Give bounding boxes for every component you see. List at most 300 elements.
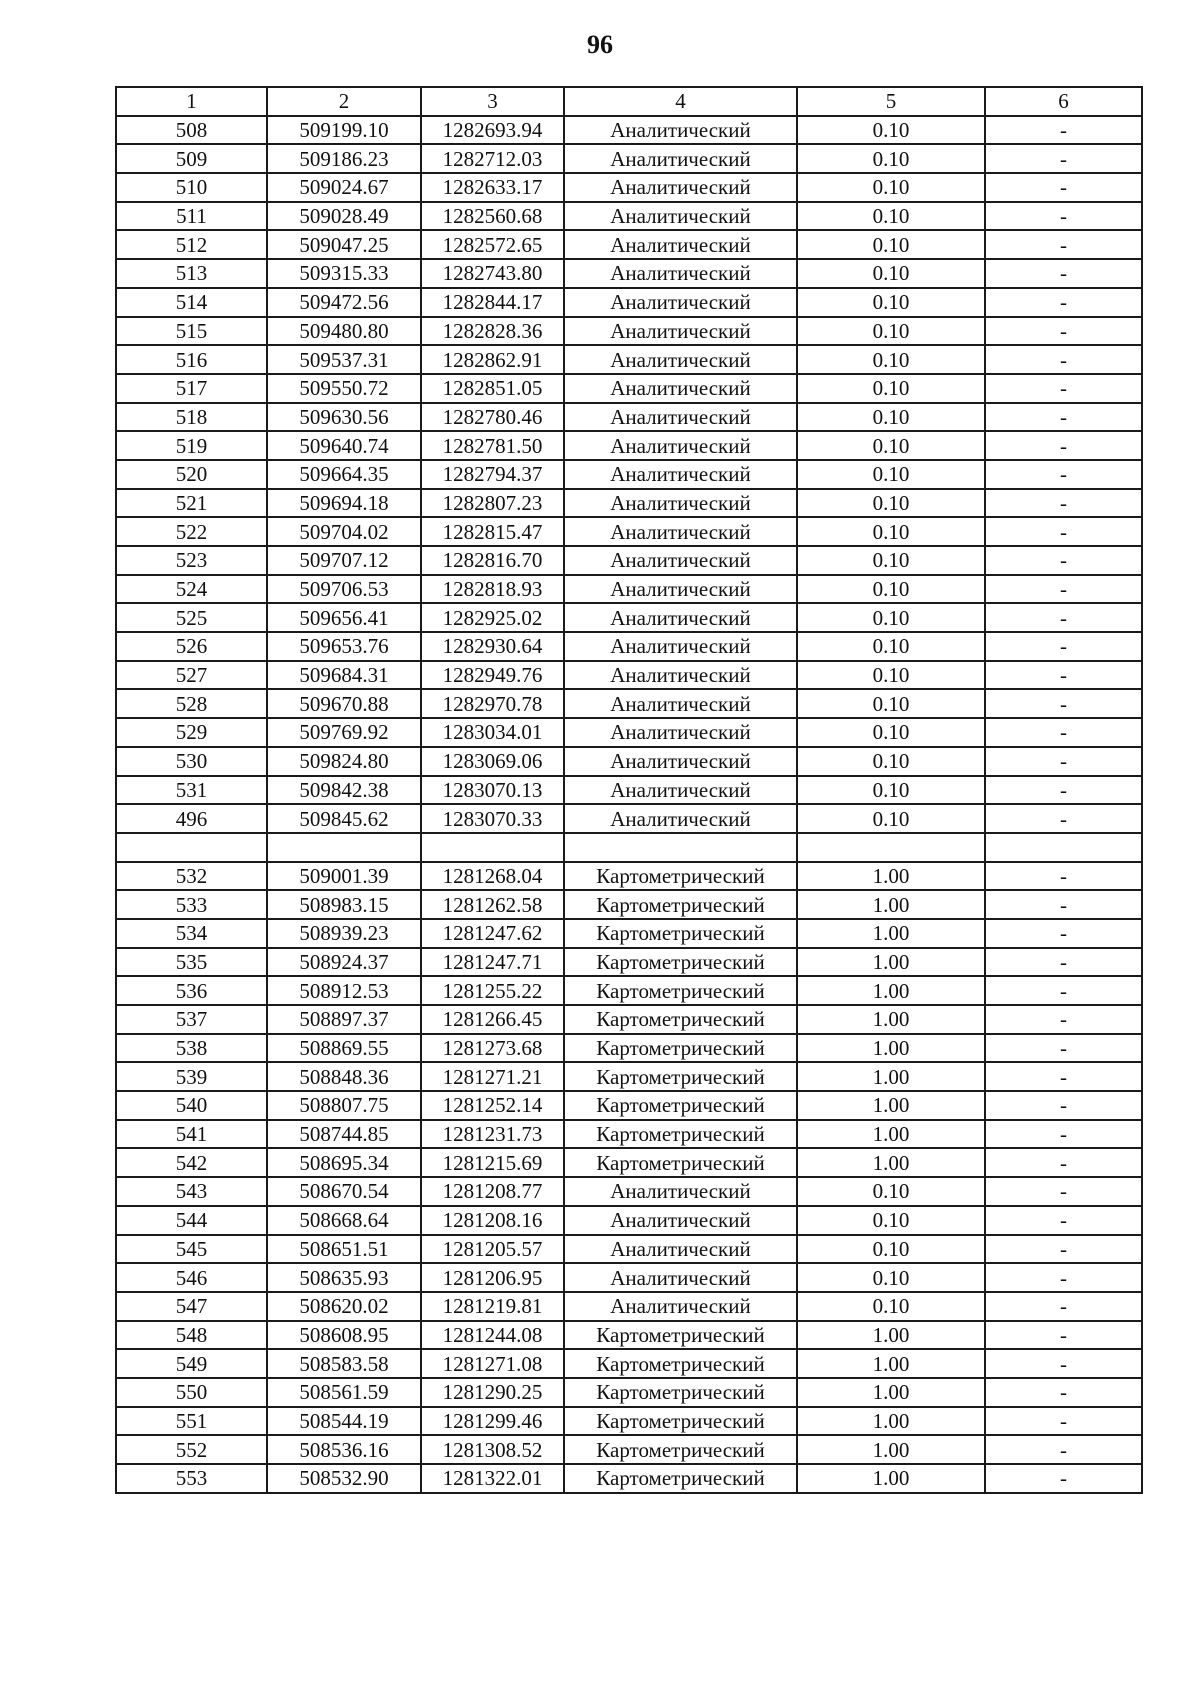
accuracy-cell: 0.10 — [797, 173, 985, 202]
point-number-cell: 534 — [116, 919, 267, 948]
column-header: 2 — [267, 87, 421, 116]
table-row — [116, 1148, 1142, 1177]
note-cell: - — [985, 575, 1142, 604]
note-cell: - — [985, 1235, 1142, 1264]
table-row — [116, 116, 1142, 145]
point-number-cell: 550 — [116, 1378, 267, 1407]
point-number-cell: 530 — [116, 747, 267, 776]
y-coordinate-cell: 1282794.37 — [421, 460, 564, 489]
table-body — [116, 116, 1142, 1493]
column-header: 6 — [985, 87, 1142, 116]
accuracy-cell: 0.10 — [797, 517, 985, 546]
y-coordinate-cell: 1282693.94 — [421, 116, 564, 145]
x-coordinate-cell: 509684.31 — [267, 661, 421, 690]
point-number-cell: 537 — [116, 1005, 267, 1034]
accuracy-cell: 0.10 — [797, 1263, 985, 1292]
method-cell: Картометрический — [564, 1435, 797, 1464]
method-cell: Картометрический — [564, 976, 797, 1005]
method-cell: Картометрический — [564, 1464, 797, 1493]
point-number-cell: 548 — [116, 1321, 267, 1350]
table-row — [116, 890, 1142, 919]
accuracy-cell: 0.10 — [797, 460, 985, 489]
table-row — [116, 1349, 1142, 1378]
method-cell: Аналитический — [564, 173, 797, 202]
note-cell: - — [985, 1464, 1142, 1493]
column-header: 4 — [564, 87, 797, 116]
method-cell: Картометрический — [564, 1407, 797, 1436]
y-coordinate-cell: 1281247.71 — [421, 948, 564, 977]
x-coordinate-cell: 509186.23 — [267, 144, 421, 173]
note-cell — [985, 833, 1142, 862]
method-cell: Картометрический — [564, 1005, 797, 1034]
accuracy-cell: 1.00 — [797, 890, 985, 919]
note-cell: - — [985, 632, 1142, 661]
table-row — [116, 1120, 1142, 1149]
accuracy-cell: 1.00 — [797, 1464, 985, 1493]
note-cell: - — [985, 718, 1142, 747]
y-coordinate-cell: 1281208.16 — [421, 1206, 564, 1235]
x-coordinate-cell — [267, 833, 421, 862]
method-cell: Аналитический — [564, 116, 797, 145]
table-row — [116, 661, 1142, 690]
method-cell: Аналитический — [564, 288, 797, 317]
table-row — [116, 374, 1142, 403]
y-coordinate-cell: 1282781.50 — [421, 431, 564, 460]
x-coordinate-cell: 508848.36 — [267, 1062, 421, 1091]
table-row — [116, 747, 1142, 776]
point-number-cell: 542 — [116, 1148, 267, 1177]
point-number-cell: 508 — [116, 116, 267, 145]
note-cell: - — [985, 259, 1142, 288]
table-row — [116, 1464, 1142, 1493]
y-coordinate-cell: 1282862.91 — [421, 345, 564, 374]
y-coordinate-cell: 1282815.47 — [421, 517, 564, 546]
table-row — [116, 460, 1142, 489]
column-header: 5 — [797, 87, 985, 116]
table-row — [116, 1062, 1142, 1091]
note-cell: - — [985, 144, 1142, 173]
table-row — [116, 230, 1142, 259]
accuracy-cell: 1.00 — [797, 1062, 985, 1091]
table-row — [116, 546, 1142, 575]
y-coordinate-cell: 1282818.93 — [421, 575, 564, 604]
x-coordinate-cell: 508695.34 — [267, 1148, 421, 1177]
y-coordinate-cell: 1281208.77 — [421, 1177, 564, 1206]
table-row — [116, 288, 1142, 317]
y-coordinate-cell: 1282807.23 — [421, 489, 564, 518]
note-cell: - — [985, 403, 1142, 432]
y-coordinate-cell — [421, 833, 564, 862]
y-coordinate-cell: 1283070.13 — [421, 776, 564, 805]
coordinates-table — [115, 86, 1143, 1494]
table-row — [116, 689, 1142, 718]
y-coordinate-cell: 1281322.01 — [421, 1464, 564, 1493]
method-cell: Аналитический — [564, 403, 797, 432]
point-number-cell: 545 — [116, 1235, 267, 1264]
note-cell: - — [985, 1062, 1142, 1091]
x-coordinate-cell: 508536.16 — [267, 1435, 421, 1464]
table-row — [116, 1292, 1142, 1321]
point-number-cell: 535 — [116, 948, 267, 977]
y-coordinate-cell: 1281255.22 — [421, 976, 564, 1005]
accuracy-cell: 0.10 — [797, 1235, 985, 1264]
y-coordinate-cell: 1283070.33 — [421, 804, 564, 833]
table-row — [116, 976, 1142, 1005]
accuracy-cell: 0.10 — [797, 116, 985, 145]
point-number-cell: 514 — [116, 288, 267, 317]
note-cell: - — [985, 1005, 1142, 1034]
x-coordinate-cell: 509199.10 — [267, 116, 421, 145]
point-number-cell: 527 — [116, 661, 267, 690]
table-row — [116, 1407, 1142, 1436]
point-number-cell: 513 — [116, 259, 267, 288]
note-cell: - — [985, 603, 1142, 632]
note-cell: - — [985, 862, 1142, 891]
note-cell: - — [985, 976, 1142, 1005]
y-coordinate-cell: 1282560.68 — [421, 202, 564, 231]
point-number-cell: 524 — [116, 575, 267, 604]
table-row — [116, 1005, 1142, 1034]
y-coordinate-cell: 1281252.14 — [421, 1091, 564, 1120]
point-number-cell: 538 — [116, 1034, 267, 1063]
accuracy-cell: 1.00 — [797, 1349, 985, 1378]
x-coordinate-cell: 509704.02 — [267, 517, 421, 546]
table-row — [116, 632, 1142, 661]
x-coordinate-cell: 509653.76 — [267, 632, 421, 661]
y-coordinate-cell: 1281268.04 — [421, 862, 564, 891]
x-coordinate-cell: 509480.80 — [267, 317, 421, 346]
accuracy-cell: 1.00 — [797, 1148, 985, 1177]
note-cell: - — [985, 173, 1142, 202]
x-coordinate-cell: 509707.12 — [267, 546, 421, 575]
table-row — [116, 489, 1142, 518]
table-row — [116, 1435, 1142, 1464]
table-row — [116, 1263, 1142, 1292]
point-number-cell: 551 — [116, 1407, 267, 1436]
x-coordinate-cell: 508561.59 — [267, 1378, 421, 1407]
point-number-cell: 523 — [116, 546, 267, 575]
note-cell: - — [985, 1378, 1142, 1407]
y-coordinate-cell: 1281271.21 — [421, 1062, 564, 1091]
y-coordinate-cell: 1281219.81 — [421, 1292, 564, 1321]
x-coordinate-cell: 509315.33 — [267, 259, 421, 288]
accuracy-cell: 0.10 — [797, 1292, 985, 1321]
point-number-cell — [116, 833, 267, 862]
point-number-cell: 522 — [116, 517, 267, 546]
point-number-cell: 529 — [116, 718, 267, 747]
accuracy-cell: 0.10 — [797, 230, 985, 259]
accuracy-cell: 1.00 — [797, 1034, 985, 1063]
table-row — [116, 517, 1142, 546]
table-row — [116, 345, 1142, 374]
accuracy-cell: 0.10 — [797, 144, 985, 173]
y-coordinate-cell: 1281262.58 — [421, 890, 564, 919]
x-coordinate-cell: 509664.35 — [267, 460, 421, 489]
note-cell: - — [985, 202, 1142, 231]
point-number-cell: 509 — [116, 144, 267, 173]
note-cell: - — [985, 1177, 1142, 1206]
y-coordinate-cell: 1282970.78 — [421, 689, 564, 718]
method-cell: Картометрический — [564, 1321, 797, 1350]
table-row — [116, 948, 1142, 977]
note-cell: - — [985, 288, 1142, 317]
note-cell: - — [985, 689, 1142, 718]
table-row — [116, 776, 1142, 805]
method-cell: Аналитический — [564, 747, 797, 776]
accuracy-cell: 1.00 — [797, 919, 985, 948]
x-coordinate-cell: 508939.23 — [267, 919, 421, 948]
method-cell: Аналитический — [564, 603, 797, 632]
method-cell: Картометрический — [564, 1378, 797, 1407]
table-row — [116, 403, 1142, 432]
y-coordinate-cell: 1281205.57 — [421, 1235, 564, 1264]
point-number-cell: 526 — [116, 632, 267, 661]
table-row — [116, 1235, 1142, 1264]
point-number-cell: 540 — [116, 1091, 267, 1120]
note-cell: - — [985, 1263, 1142, 1292]
accuracy-cell: 1.00 — [797, 862, 985, 891]
y-coordinate-cell: 1282949.76 — [421, 661, 564, 690]
table-row — [116, 575, 1142, 604]
method-cell: Картометрический — [564, 1120, 797, 1149]
y-coordinate-cell: 1281299.46 — [421, 1407, 564, 1436]
method-cell: Картометрический — [564, 1148, 797, 1177]
note-cell: - — [985, 1120, 1142, 1149]
point-number-cell: 515 — [116, 317, 267, 346]
accuracy-cell: 0.10 — [797, 603, 985, 632]
method-cell: Аналитический — [564, 632, 797, 661]
accuracy-cell: 0.10 — [797, 632, 985, 661]
y-coordinate-cell: 1281308.52 — [421, 1435, 564, 1464]
note-cell: - — [985, 546, 1142, 575]
y-coordinate-cell: 1282851.05 — [421, 374, 564, 403]
table-row — [116, 833, 1142, 862]
table-row — [116, 862, 1142, 891]
accuracy-cell: 0.10 — [797, 747, 985, 776]
y-coordinate-cell: 1282828.36 — [421, 317, 564, 346]
x-coordinate-cell: 508924.37 — [267, 948, 421, 977]
x-coordinate-cell: 508869.55 — [267, 1034, 421, 1063]
accuracy-cell: 0.10 — [797, 317, 985, 346]
method-cell: Картометрический — [564, 1062, 797, 1091]
note-cell: - — [985, 1435, 1142, 1464]
x-coordinate-cell: 509694.18 — [267, 489, 421, 518]
note-cell: - — [985, 345, 1142, 374]
column-header: 3 — [421, 87, 564, 116]
x-coordinate-cell: 508544.19 — [267, 1407, 421, 1436]
accuracy-cell: 1.00 — [797, 1378, 985, 1407]
table-row — [116, 718, 1142, 747]
method-cell: Аналитический — [564, 1206, 797, 1235]
table-row — [116, 1034, 1142, 1063]
point-number-cell: 536 — [116, 976, 267, 1005]
point-number-cell: 543 — [116, 1177, 267, 1206]
x-coordinate-cell: 508532.90 — [267, 1464, 421, 1493]
method-cell: Аналитический — [564, 689, 797, 718]
point-number-cell: 516 — [116, 345, 267, 374]
point-number-cell: 544 — [116, 1206, 267, 1235]
x-coordinate-cell: 509842.38 — [267, 776, 421, 805]
x-coordinate-cell: 509706.53 — [267, 575, 421, 604]
point-number-cell: 525 — [116, 603, 267, 632]
note-cell: - — [985, 776, 1142, 805]
x-coordinate-cell: 509630.56 — [267, 403, 421, 432]
y-coordinate-cell: 1281273.68 — [421, 1034, 564, 1063]
note-cell: - — [985, 116, 1142, 145]
y-coordinate-cell: 1283069.06 — [421, 747, 564, 776]
y-coordinate-cell: 1281271.08 — [421, 1349, 564, 1378]
method-cell: Аналитический — [564, 202, 797, 231]
method-cell: Аналитический — [564, 546, 797, 575]
note-cell: - — [985, 661, 1142, 690]
note-cell: - — [985, 374, 1142, 403]
method-cell: Картометрический — [564, 890, 797, 919]
method-cell: Аналитический — [564, 718, 797, 747]
note-cell: - — [985, 1148, 1142, 1177]
accuracy-cell: 0.10 — [797, 546, 985, 575]
point-number-cell: 549 — [116, 1349, 267, 1378]
x-coordinate-cell: 508620.02 — [267, 1292, 421, 1321]
accuracy-cell: 1.00 — [797, 1005, 985, 1034]
note-cell: - — [985, 1206, 1142, 1235]
y-coordinate-cell: 1282743.80 — [421, 259, 564, 288]
y-coordinate-cell: 1282712.03 — [421, 144, 564, 173]
note-cell: - — [985, 317, 1142, 346]
accuracy-cell: 1.00 — [797, 1435, 985, 1464]
x-coordinate-cell: 508744.85 — [267, 1120, 421, 1149]
accuracy-cell: 0.10 — [797, 259, 985, 288]
y-coordinate-cell: 1281215.69 — [421, 1148, 564, 1177]
note-cell: - — [985, 804, 1142, 833]
x-coordinate-cell: 509472.56 — [267, 288, 421, 317]
note-cell: - — [985, 489, 1142, 518]
method-cell: Аналитический — [564, 776, 797, 805]
point-number-cell: 533 — [116, 890, 267, 919]
accuracy-cell: 1.00 — [797, 1091, 985, 1120]
accuracy-cell — [797, 833, 985, 862]
y-coordinate-cell: 1281247.62 — [421, 919, 564, 948]
point-number-cell: 517 — [116, 374, 267, 403]
note-cell: - — [985, 747, 1142, 776]
accuracy-cell: 0.10 — [797, 718, 985, 747]
method-cell: Аналитический — [564, 575, 797, 604]
accuracy-cell: 0.10 — [797, 403, 985, 432]
point-number-cell: 546 — [116, 1263, 267, 1292]
page-number: 96 — [587, 30, 613, 59]
accuracy-cell: 1.00 — [797, 1407, 985, 1436]
method-cell: Аналитический — [564, 661, 797, 690]
note-cell: - — [985, 1407, 1142, 1436]
table-row — [116, 1321, 1142, 1350]
table-row — [116, 144, 1142, 173]
y-coordinate-cell: 1281290.25 — [421, 1378, 564, 1407]
method-cell: Аналитический — [564, 144, 797, 173]
x-coordinate-cell: 508897.37 — [267, 1005, 421, 1034]
column-header: 1 — [116, 87, 267, 116]
point-number-cell: 511 — [116, 202, 267, 231]
y-coordinate-cell: 1283034.01 — [421, 718, 564, 747]
x-coordinate-cell: 508651.51 — [267, 1235, 421, 1264]
x-coordinate-cell: 509769.92 — [267, 718, 421, 747]
y-coordinate-cell: 1281244.08 — [421, 1321, 564, 1350]
method-cell: Аналитический — [564, 489, 797, 518]
y-coordinate-cell: 1282780.46 — [421, 403, 564, 432]
note-cell: - — [985, 948, 1142, 977]
table-row — [116, 1206, 1142, 1235]
method-cell: Картометрический — [564, 1349, 797, 1378]
accuracy-cell: 0.10 — [797, 489, 985, 518]
point-number-cell: 531 — [116, 776, 267, 805]
note-cell: - — [985, 890, 1142, 919]
y-coordinate-cell: 1282633.17 — [421, 173, 564, 202]
accuracy-cell: 0.10 — [797, 288, 985, 317]
x-coordinate-cell: 509670.88 — [267, 689, 421, 718]
table-row — [116, 317, 1142, 346]
method-cell: Аналитический — [564, 804, 797, 833]
note-cell: - — [985, 431, 1142, 460]
method-cell: Картометрический — [564, 919, 797, 948]
y-coordinate-cell: 1282844.17 — [421, 288, 564, 317]
point-number-cell: 528 — [116, 689, 267, 718]
method-cell — [564, 833, 797, 862]
table-row — [116, 1378, 1142, 1407]
x-coordinate-cell: 509845.62 — [267, 804, 421, 833]
method-cell: Аналитический — [564, 517, 797, 546]
accuracy-cell: 0.10 — [797, 1206, 985, 1235]
note-cell: - — [985, 460, 1142, 489]
x-coordinate-cell: 509028.49 — [267, 202, 421, 231]
accuracy-cell: 1.00 — [797, 976, 985, 1005]
x-coordinate-cell: 509550.72 — [267, 374, 421, 403]
x-coordinate-cell: 509024.67 — [267, 173, 421, 202]
y-coordinate-cell: 1281206.95 — [421, 1263, 564, 1292]
x-coordinate-cell: 508912.53 — [267, 976, 421, 1005]
table-row — [116, 173, 1142, 202]
x-coordinate-cell: 509824.80 — [267, 747, 421, 776]
table-row — [116, 259, 1142, 288]
point-number-cell: 539 — [116, 1062, 267, 1091]
method-cell: Аналитический — [564, 1263, 797, 1292]
accuracy-cell: 1.00 — [797, 948, 985, 977]
method-cell: Картометрический — [564, 1091, 797, 1120]
method-cell: Аналитический — [564, 1292, 797, 1321]
point-number-cell: 520 — [116, 460, 267, 489]
method-cell: Аналитический — [564, 259, 797, 288]
accuracy-cell: 0.10 — [797, 345, 985, 374]
table-row — [116, 804, 1142, 833]
table-row — [116, 603, 1142, 632]
method-cell: Картометрический — [564, 948, 797, 977]
accuracy-cell: 0.10 — [797, 1177, 985, 1206]
x-coordinate-cell: 508635.93 — [267, 1263, 421, 1292]
note-cell: - — [985, 1349, 1142, 1378]
method-cell: Аналитический — [564, 460, 797, 489]
accuracy-cell: 0.10 — [797, 689, 985, 718]
method-cell: Аналитический — [564, 374, 797, 403]
accuracy-cell: 1.00 — [797, 1120, 985, 1149]
x-coordinate-cell: 508670.54 — [267, 1177, 421, 1206]
method-cell: Аналитический — [564, 230, 797, 259]
x-coordinate-cell: 508608.95 — [267, 1321, 421, 1350]
x-coordinate-cell: 509656.41 — [267, 603, 421, 632]
accuracy-cell: 1.00 — [797, 1321, 985, 1350]
point-number-cell: 521 — [116, 489, 267, 518]
y-coordinate-cell: 1282816.70 — [421, 546, 564, 575]
method-cell: Картометрический — [564, 1034, 797, 1063]
accuracy-cell: 0.10 — [797, 661, 985, 690]
note-cell: - — [985, 1034, 1142, 1063]
note-cell: - — [985, 1292, 1142, 1321]
